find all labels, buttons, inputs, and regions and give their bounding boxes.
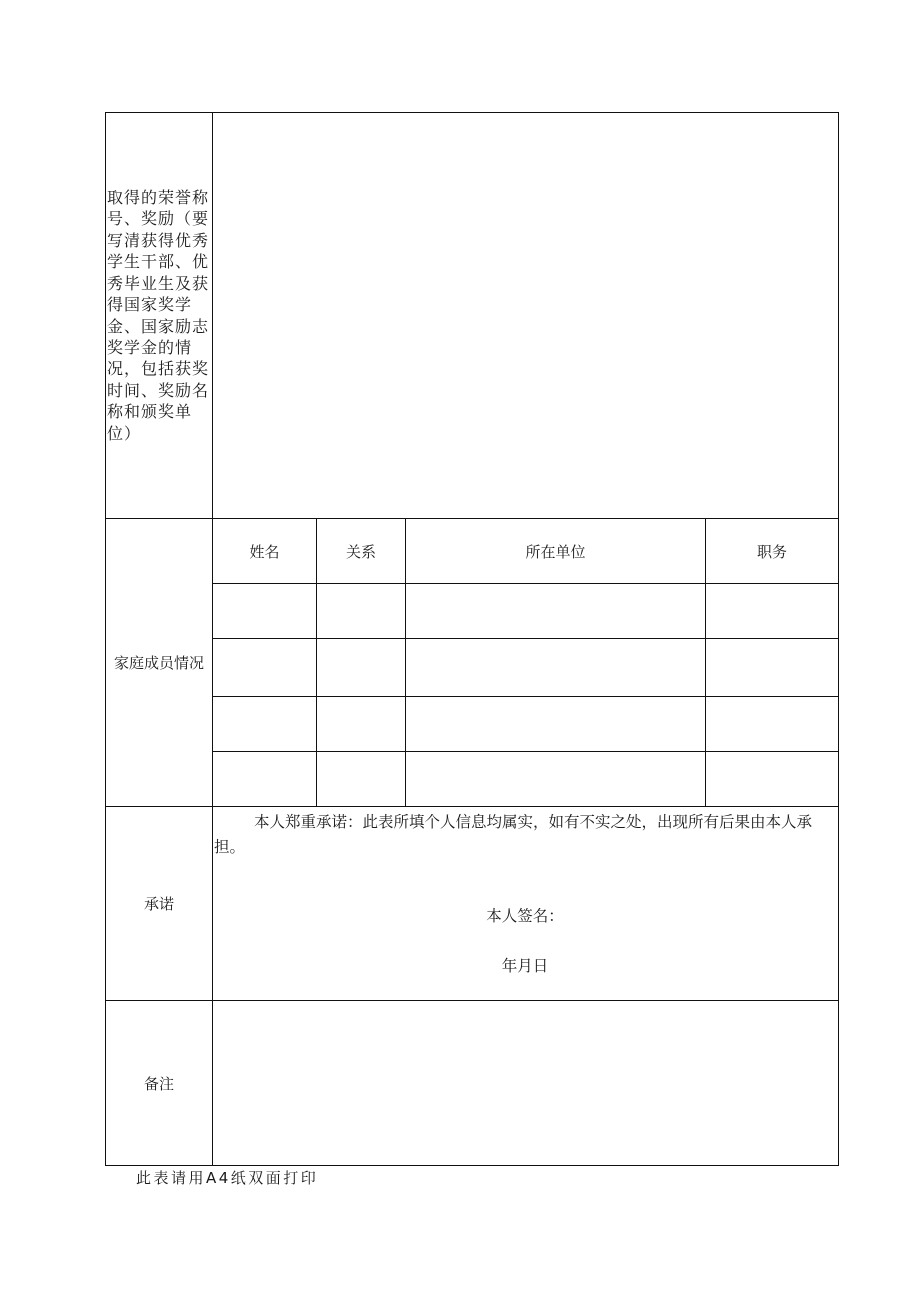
family-cell (706, 639, 838, 696)
honors-label-cell (106, 113, 212, 518)
honors-content-cell (213, 113, 838, 518)
family-header-employer: 所在单位 (525, 542, 586, 561)
remarks-content-cell (213, 1001, 838, 1165)
family-header-position: 职务 (756, 542, 787, 561)
family-header-relation: 关系 (345, 542, 376, 561)
print-note: 此表请用A4纸双面打印 (136, 1169, 319, 1187)
date-label: 年月日 (501, 957, 549, 975)
honors-label-line: 况，包括获奖 (107, 359, 210, 379)
signature-label: 本人签名： (486, 907, 564, 925)
commitment-text-line: 本人郑重承诺：此表所填个人信息均属实，如有不实之处，出现所有后果由本人承 (254, 813, 813, 831)
family-cell (706, 752, 838, 806)
honors-label-line: 秀毕业生及获 (107, 273, 210, 293)
honors-label-line: 号、奖励（要 (107, 209, 210, 229)
family-cell (213, 697, 316, 751)
family-cell (317, 752, 405, 806)
family-cell (406, 752, 705, 806)
honors-label (106, 187, 209, 444)
honors-label-line: 时间、奖励名 (107, 380, 210, 400)
family-cell (317, 697, 405, 751)
family-cell (406, 697, 705, 751)
family-cell (706, 584, 838, 638)
commitment-text-line: 担。 (214, 838, 246, 856)
honors-label-line: 金、国家励志 (107, 316, 210, 336)
honors-label-line: 取得的荣誉称 (107, 188, 210, 208)
divider-row-family (105, 806, 839, 807)
family-cell (406, 584, 705, 638)
family-cell (213, 639, 316, 696)
family-label: 家庭成员情况 (113, 654, 204, 672)
family-header-name: 姓名 (249, 542, 280, 561)
family-cell (317, 639, 405, 696)
family-cell (213, 752, 316, 806)
family-cell (213, 584, 316, 638)
honors-label-line: 写清获得优秀 (107, 230, 210, 250)
honors-label-line: 学生干部、优 (107, 252, 210, 272)
honors-label-line: 奖学金的情 (107, 337, 193, 357)
honors-label-line: 称和颁奖单 (107, 402, 193, 422)
honors-label-line: 位） (107, 423, 142, 443)
remarks-label: 备注 (143, 1074, 174, 1093)
commitment-label: 承诺 (143, 895, 174, 913)
family-cell (406, 639, 705, 696)
family-cell (706, 697, 838, 751)
honors-label-line: 得国家奖学 (107, 295, 193, 315)
family-cell (317, 584, 405, 638)
